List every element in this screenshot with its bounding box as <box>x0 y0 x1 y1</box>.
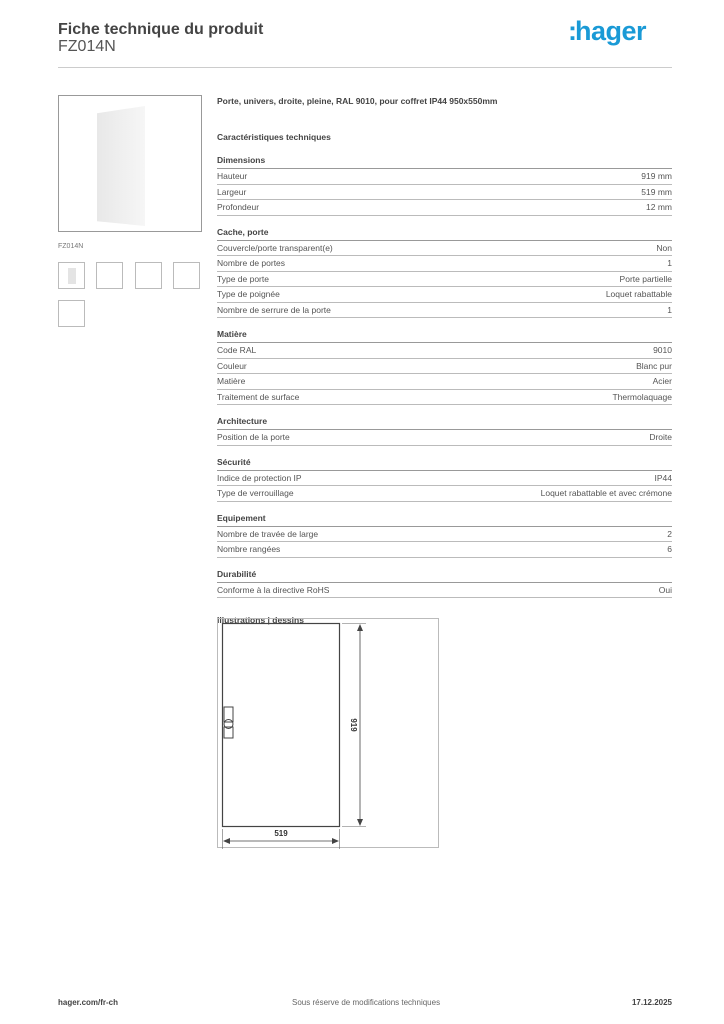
spec-row <box>217 343 672 359</box>
spec-row <box>217 256 672 272</box>
spec-section <box>217 153 672 216</box>
footer-date: 17.12.2025 <box>631 998 672 1007</box>
spec-label: Code RAL <box>217 345 257 355</box>
thumbnail[interactable] <box>58 262 85 289</box>
spec-label: Type de poignée <box>217 289 280 299</box>
width-dimension: 519 <box>274 829 288 838</box>
spec-row <box>217 486 672 502</box>
footer-notice: Sous réserve de modifications techniques <box>292 998 441 1007</box>
spec-label: Hauteur <box>217 171 248 181</box>
spec-label: Conforme à la directive RoHS <box>217 584 330 595</box>
header-divider <box>58 67 672 68</box>
spec-section <box>217 455 672 502</box>
spec-value: 919 mm <box>641 171 672 181</box>
spec-label: Position de la porte <box>217 432 290 442</box>
spec-value: 9010 <box>653 345 672 355</box>
section-title: Equipement <box>217 511 672 527</box>
spec-label: Couvercle/porte transparent(e) <box>217 242 333 253</box>
spec-label: Nombre de travée de large <box>217 528 319 539</box>
spec-row <box>217 527 672 543</box>
spec-value: Loquet rabattable et avec crémone <box>540 488 672 498</box>
section-title: Dimensions <box>217 153 672 169</box>
spec-section <box>217 327 672 405</box>
characteristics-title: Caractéristiques techniques <box>217 132 331 142</box>
spec-value: Loquet rabattable <box>605 289 672 299</box>
door-drawing <box>218 619 440 849</box>
spec-label: Couleur <box>217 360 247 371</box>
spec-section <box>217 511 672 558</box>
spec-column <box>217 94 672 625</box>
spec-value: 519 mm <box>641 186 672 197</box>
image-label: FZ014N <box>58 243 84 250</box>
spec-section <box>217 567 672 599</box>
spec-row <box>217 390 672 406</box>
spec-label: Nombre rangées <box>217 544 281 554</box>
spec-label: Indice de protection IP <box>217 472 302 483</box>
spec-row <box>217 374 672 390</box>
spec-section <box>217 414 672 446</box>
spec-section <box>217 225 672 319</box>
thumbnail[interactable] <box>135 262 162 289</box>
spec-sections <box>217 153 672 598</box>
spec-label: Nombre de portes <box>217 258 286 268</box>
spec-value: IP44 <box>654 472 672 483</box>
page-title: Fiche technique du produit <box>58 21 264 38</box>
section-title: Durabilité <box>217 567 672 583</box>
thumbnail[interactable] <box>173 262 200 289</box>
spec-label: Nombre de serrure de la porte <box>217 304 331 315</box>
spec-value: Thermolaquage <box>612 391 672 402</box>
spec-row <box>217 272 672 288</box>
product-code: FZ014N <box>58 38 116 55</box>
spec-value: 1 <box>667 304 672 315</box>
product-description: Porte, univers, droite, pleine, RAL 9010, pour coffret IP44 950x550mm <box>217 96 498 106</box>
section-title: Architecture <box>217 414 672 430</box>
spec-row <box>217 200 672 216</box>
illustrations-title: Illustrations | dessins <box>217 615 304 625</box>
spec-label: Largeur <box>217 186 247 197</box>
hager-logo: :hager <box>568 16 647 46</box>
section-title: Sécurité <box>217 455 672 471</box>
spec-label: Type de porte <box>217 273 269 284</box>
footer-website[interactable]: hager.com/fr-ch <box>58 998 119 1007</box>
spec-value: Droite <box>649 432 672 442</box>
section-title: Matière <box>217 327 672 343</box>
spec-row <box>217 169 672 185</box>
spec-row <box>217 542 672 558</box>
spec-value: Acier <box>652 376 672 386</box>
technical-drawing <box>217 618 439 848</box>
spec-row <box>217 241 672 257</box>
spec-label: Matière <box>217 376 246 386</box>
door-image <box>97 106 145 226</box>
spec-label: Traitement de surface <box>217 391 300 402</box>
spec-label: Type de verrouillage <box>217 488 294 498</box>
spec-value: 12 mm <box>646 202 672 212</box>
spec-value: 2 <box>667 528 672 539</box>
spec-row <box>217 471 672 487</box>
spec-value: Porte partielle <box>619 273 672 284</box>
spec-row <box>217 303 672 319</box>
spec-row <box>217 359 672 375</box>
height-dimension: 919 <box>349 718 358 732</box>
spec-value: 6 <box>667 544 672 554</box>
spec-value: Blanc pur <box>636 360 672 371</box>
spec-row <box>217 287 672 303</box>
section-title: Cache, porte <box>217 225 672 241</box>
spec-label: Profondeur <box>217 202 260 212</box>
spec-value: Oui <box>658 584 672 595</box>
spec-row <box>217 583 672 599</box>
thumbnail[interactable] <box>96 262 123 289</box>
spec-row <box>217 185 672 201</box>
thumbnail[interactable] <box>58 300 85 327</box>
spec-value: Non <box>656 242 672 253</box>
product-image <box>58 95 202 232</box>
spec-value: 1 <box>667 258 672 268</box>
spec-row <box>217 430 672 446</box>
